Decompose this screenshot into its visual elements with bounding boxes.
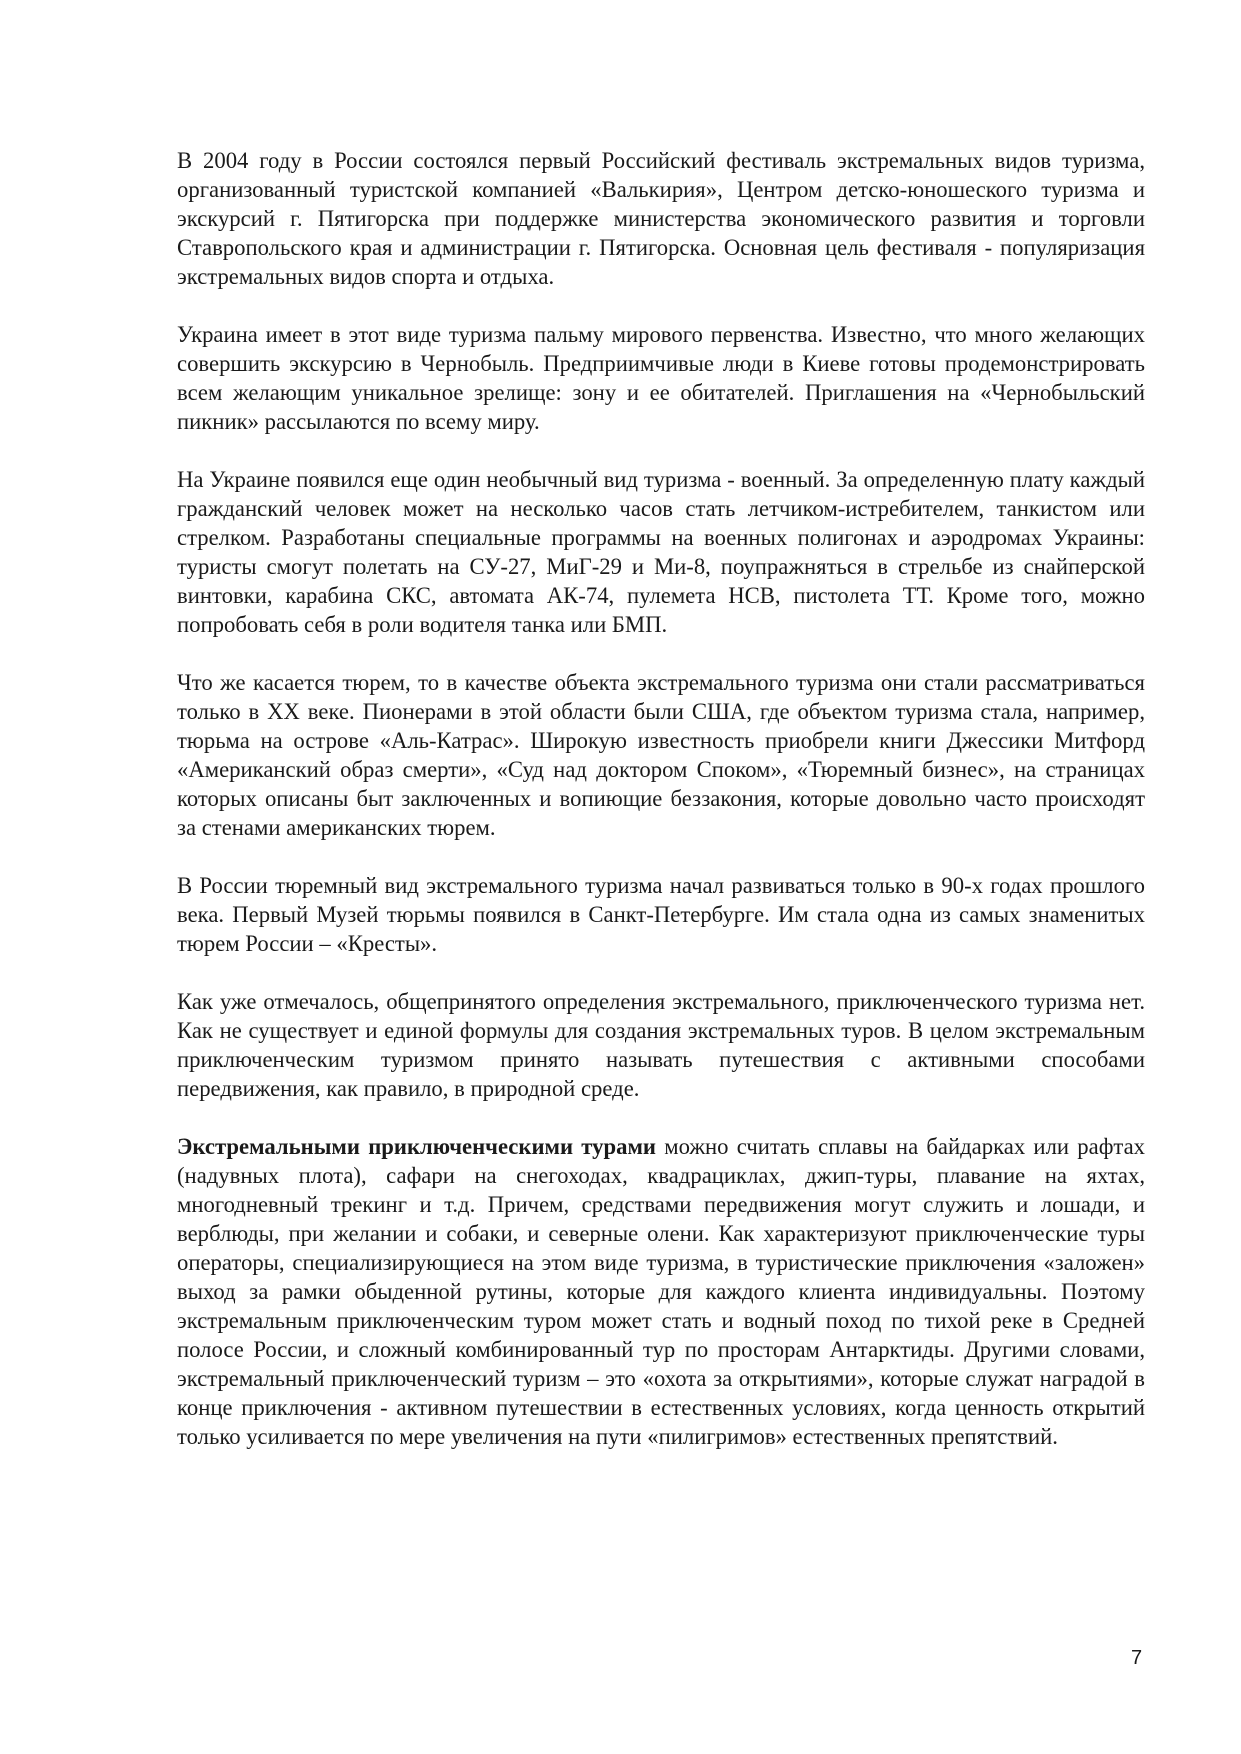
paragraph-definition: Как уже отмечалось, общепринятого определения экстремального, приключенческого туризма нет. Как не существует и единой формулы для создания экстремальных туров. В целом экстремальным приключенческим туризмом принято называть путешествия с активными способами передвижения, как правило, в природной среде. xyxy=(177,989,1145,1101)
paragraph-ukraine-chernobyl: Украина имеет в этот виде туризма пальму мирового первенства. Известно, что много желающих совершить экскурсию в Чернобыль. Предприимчивые люди в Киеве готовы продемонстрировать всем желающим уникальное зрелище: зону и ее обитателей. Приглашения на «Чернобыльский пикник» рассылаются по всему миру. xyxy=(177,322,1145,434)
page-number: 7 xyxy=(1131,1647,1143,1669)
bold-term: Экстремальными приключенческими турами xyxy=(177,1134,656,1159)
paragraph-adventure-tours xyxy=(177,1132,1145,1451)
paragraph-military-tourism: На Украине появился еще один необычный вид туризма - военный. За определенную плату каждый гражданский человек может на несколько часов стать летчиком-истребителем, танкистом или стрелком. Разработаны специальные программы на военных полигонах и аэродромах Украины: туристы смогут полетать на СУ-27, МиГ-29 и Ми-8, поупражняться в стрельбе из снайперской винтовки, карабина СКС, автомата АК-74, пулемета НСВ, пистолета ТТ. Кроме того, можно попробовать себя в роли водителя танка или БМП. xyxy=(177,467,1145,637)
paragraph-adventure-tours-text: можно считать сплавы на байдарках или рафтах (надувных плота), сафари на снегоходах, квадрациклах, джип-туры, плавание на яхтах, многодневный трекинг и т.д. Причем, средствами передвижения могут служить и лошади, и верблюды, при желании и собаки, и северные олени. Как характеризуют приключенческие туры операторы, специализирующиеся на этом виде туризма, в туристические приключения «заложен» выход за рамки обыденной рутины, которые для каждого клиента индивидуальны. Поэтому экстремальным приключенческим туром может стать и водный поход по тихой реке в Средней полосе России, и сложный комбинированный тур по просторам Антарктиды. Другими словами, экстремальный приключенческий туризм – это «охота за открытиями», которые служат наградой в конце приключения - активном путешествии в естественных условиях, когда ценность открытий только усиливается по мере увеличения на пути «пилигримов» естественных препятствий. xyxy=(177,1134,1146,1449)
paragraph-prisons: Что же касается тюрем, то в качестве объекта экстремального туризма они стали рассматриваться только в XX веке. Пионерами в этой области были США, где объектом туризма стала, например, тюрьма на острове «Аль-Катрас». Широкую известность приобрели книги Джессики Митфорд «Американский образ смерти», «Суд над доктором Споком», «Тюремный бизнес», на страницах которых описаны быт заключенных и вопиющие беззакония, которые довольно часто происходят за стенами американских тюрем. xyxy=(177,670,1145,840)
paragraph-festival: В 2004 году в России состоялся первый Российский фестиваль экстремальных видов туризма, организованный туристской компанией «Валькирия», Центром детско-юношеского туризма и экскурсий г. Пятигорска при поддержке министерства экономического развития и торговли Ставропольского края и администрации г. Пятигорска. Основная цель фестиваля - популяризация экстремальных видов спорта и отдыха. xyxy=(177,148,1145,289)
page-body xyxy=(177,146,1145,1480)
paragraph-russia-prison-tourism: В России тюремный вид экстремального туризма начал развиваться только в 90-х годах прошлого века. Первый Музей тюрьмы появился в Санкт-Петербурге. Им стала одна из самых знаменитых тюрем России – «Кресты». xyxy=(177,873,1145,956)
